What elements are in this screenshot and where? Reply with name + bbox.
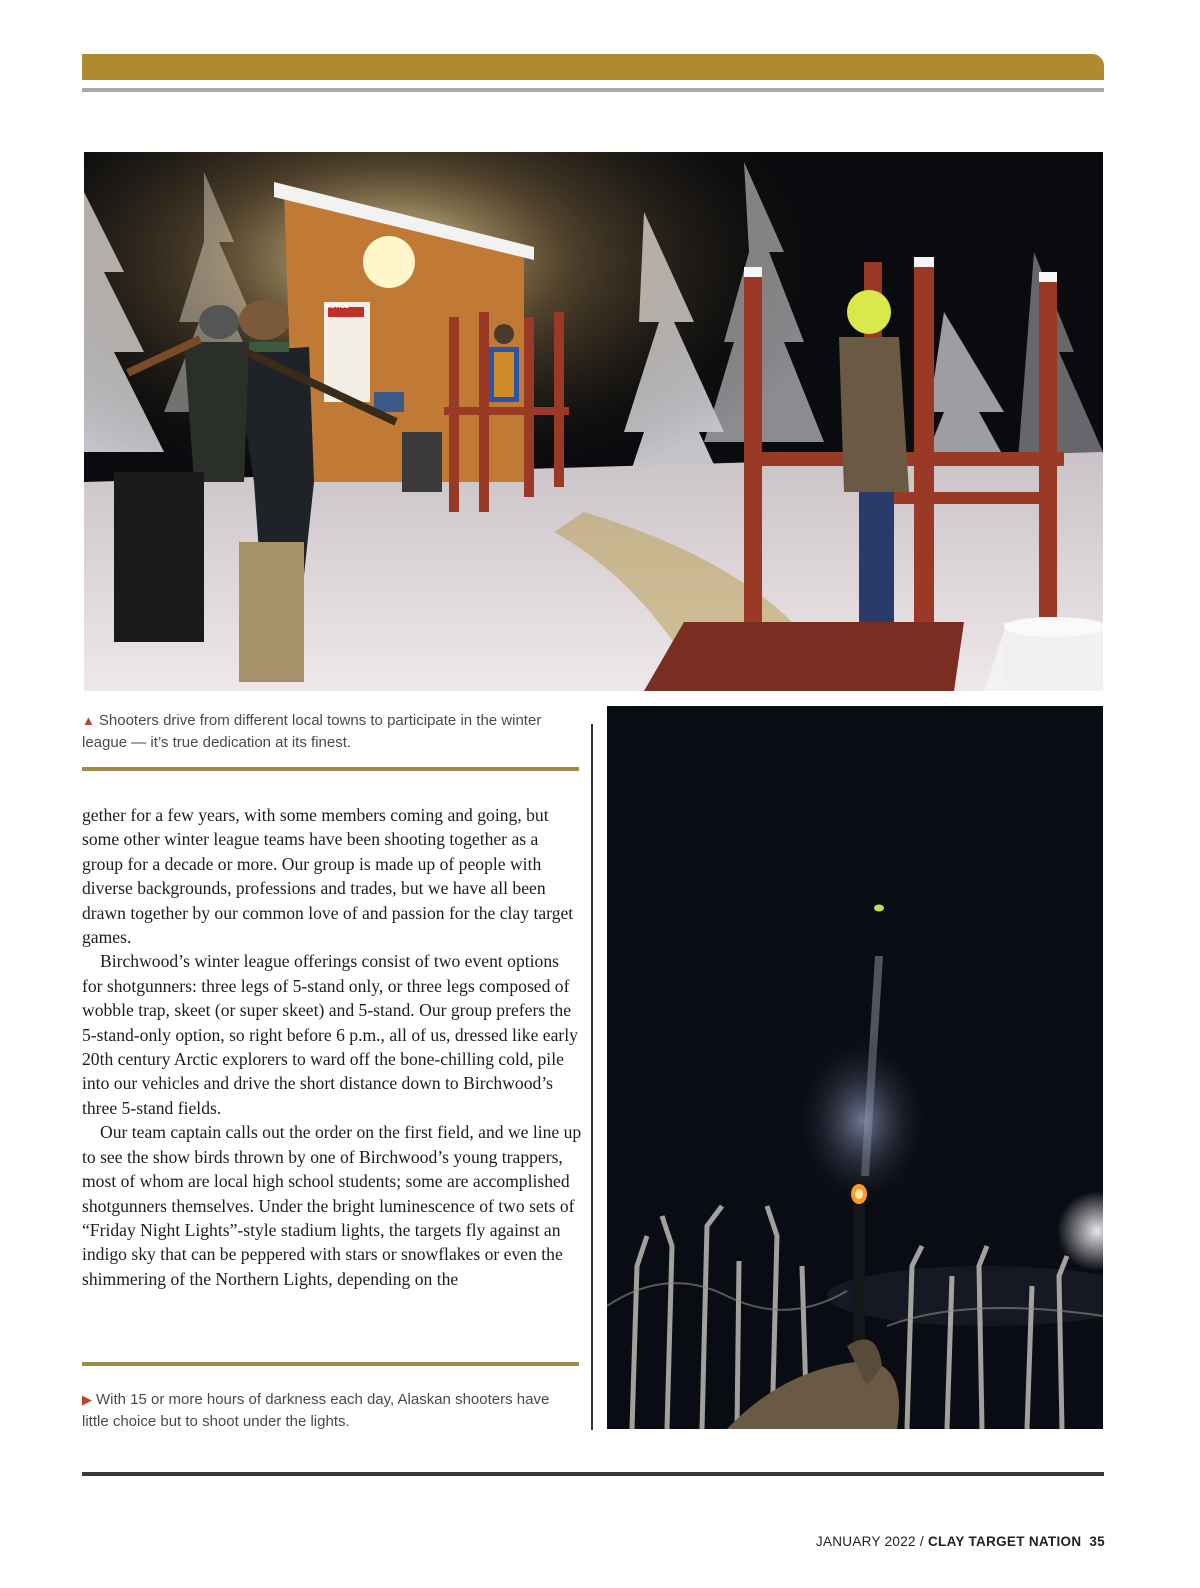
footer-publication: CLAY TARGET NATION xyxy=(927,1534,1082,1549)
column-divider xyxy=(591,724,593,1430)
notice-sign-text: NOTICE xyxy=(326,304,349,310)
article-paragraph: Our team captain calls out the order on the first field, and we line up to see the show birds thrown by one of Birchwood’s young trappers, most of whom are local high school students; some are accomplished shotgunners themselves. Under the bright luminescence of two sets of “Friday Night Lights”-style stadium lights, the targets fly against an indigo sky that can be peppered with stars or snowflakes or even the shimmering of the Northern Lights, depending on the xyxy=(82,1122,582,1289)
photo-caption-bottom xyxy=(82,1389,572,1433)
caption-top-text: Shooters drive from different local towns to participate in the winter league — it’s true dedication at its finest. xyxy=(82,712,542,751)
caption-bottom-text: With 15 or more hours of darkness each day, Alaskan shooters have little choice but to shoot under the lights. xyxy=(82,1391,550,1430)
article-paragraph: gether for a few years, with some members coming and going, but some other winter league teams have been shooting together as a group for a decade or more. Our group is made up of people with diverse backgrounds, professions and trades, but we have all been drawn together by our common love of and passion for the clay target games. xyxy=(82,805,574,948)
page-number: 35 xyxy=(1089,1534,1105,1549)
caption-divider-top xyxy=(82,767,579,771)
article-body xyxy=(82,803,582,1291)
caption-triangle-up-icon: ▲ xyxy=(82,713,95,728)
header-gold-bar xyxy=(82,54,1104,80)
header-gray-rule xyxy=(82,88,1104,92)
photo-caption-top xyxy=(82,710,562,754)
footer-date: JANUARY 2022 / xyxy=(815,1534,928,1549)
caption-triangle-right-icon: ▶ xyxy=(82,1392,92,1407)
article-paragraph: Birchwood’s winter league offerings consist of two event options for shotgunners: three legs of 5-stand only, or three legs composed of wobble trap, skeet (or super skeet) and 5-stand. Our group prefers the 5-stand-only option, so right before 6 p.m., all of us, dressed like early 20th century Arctic explorers to ward off the bone-chilling cold, pile into our vehicles and drive the short distance down to Birchwood’s three 5-stand fields. xyxy=(82,951,578,1118)
footer-rule xyxy=(82,1472,1104,1476)
caption-divider-bottom xyxy=(82,1362,579,1366)
photo-night-shot xyxy=(607,706,1103,1429)
page-footer xyxy=(816,1534,1105,1549)
photo-shooters-at-night xyxy=(84,152,1103,691)
